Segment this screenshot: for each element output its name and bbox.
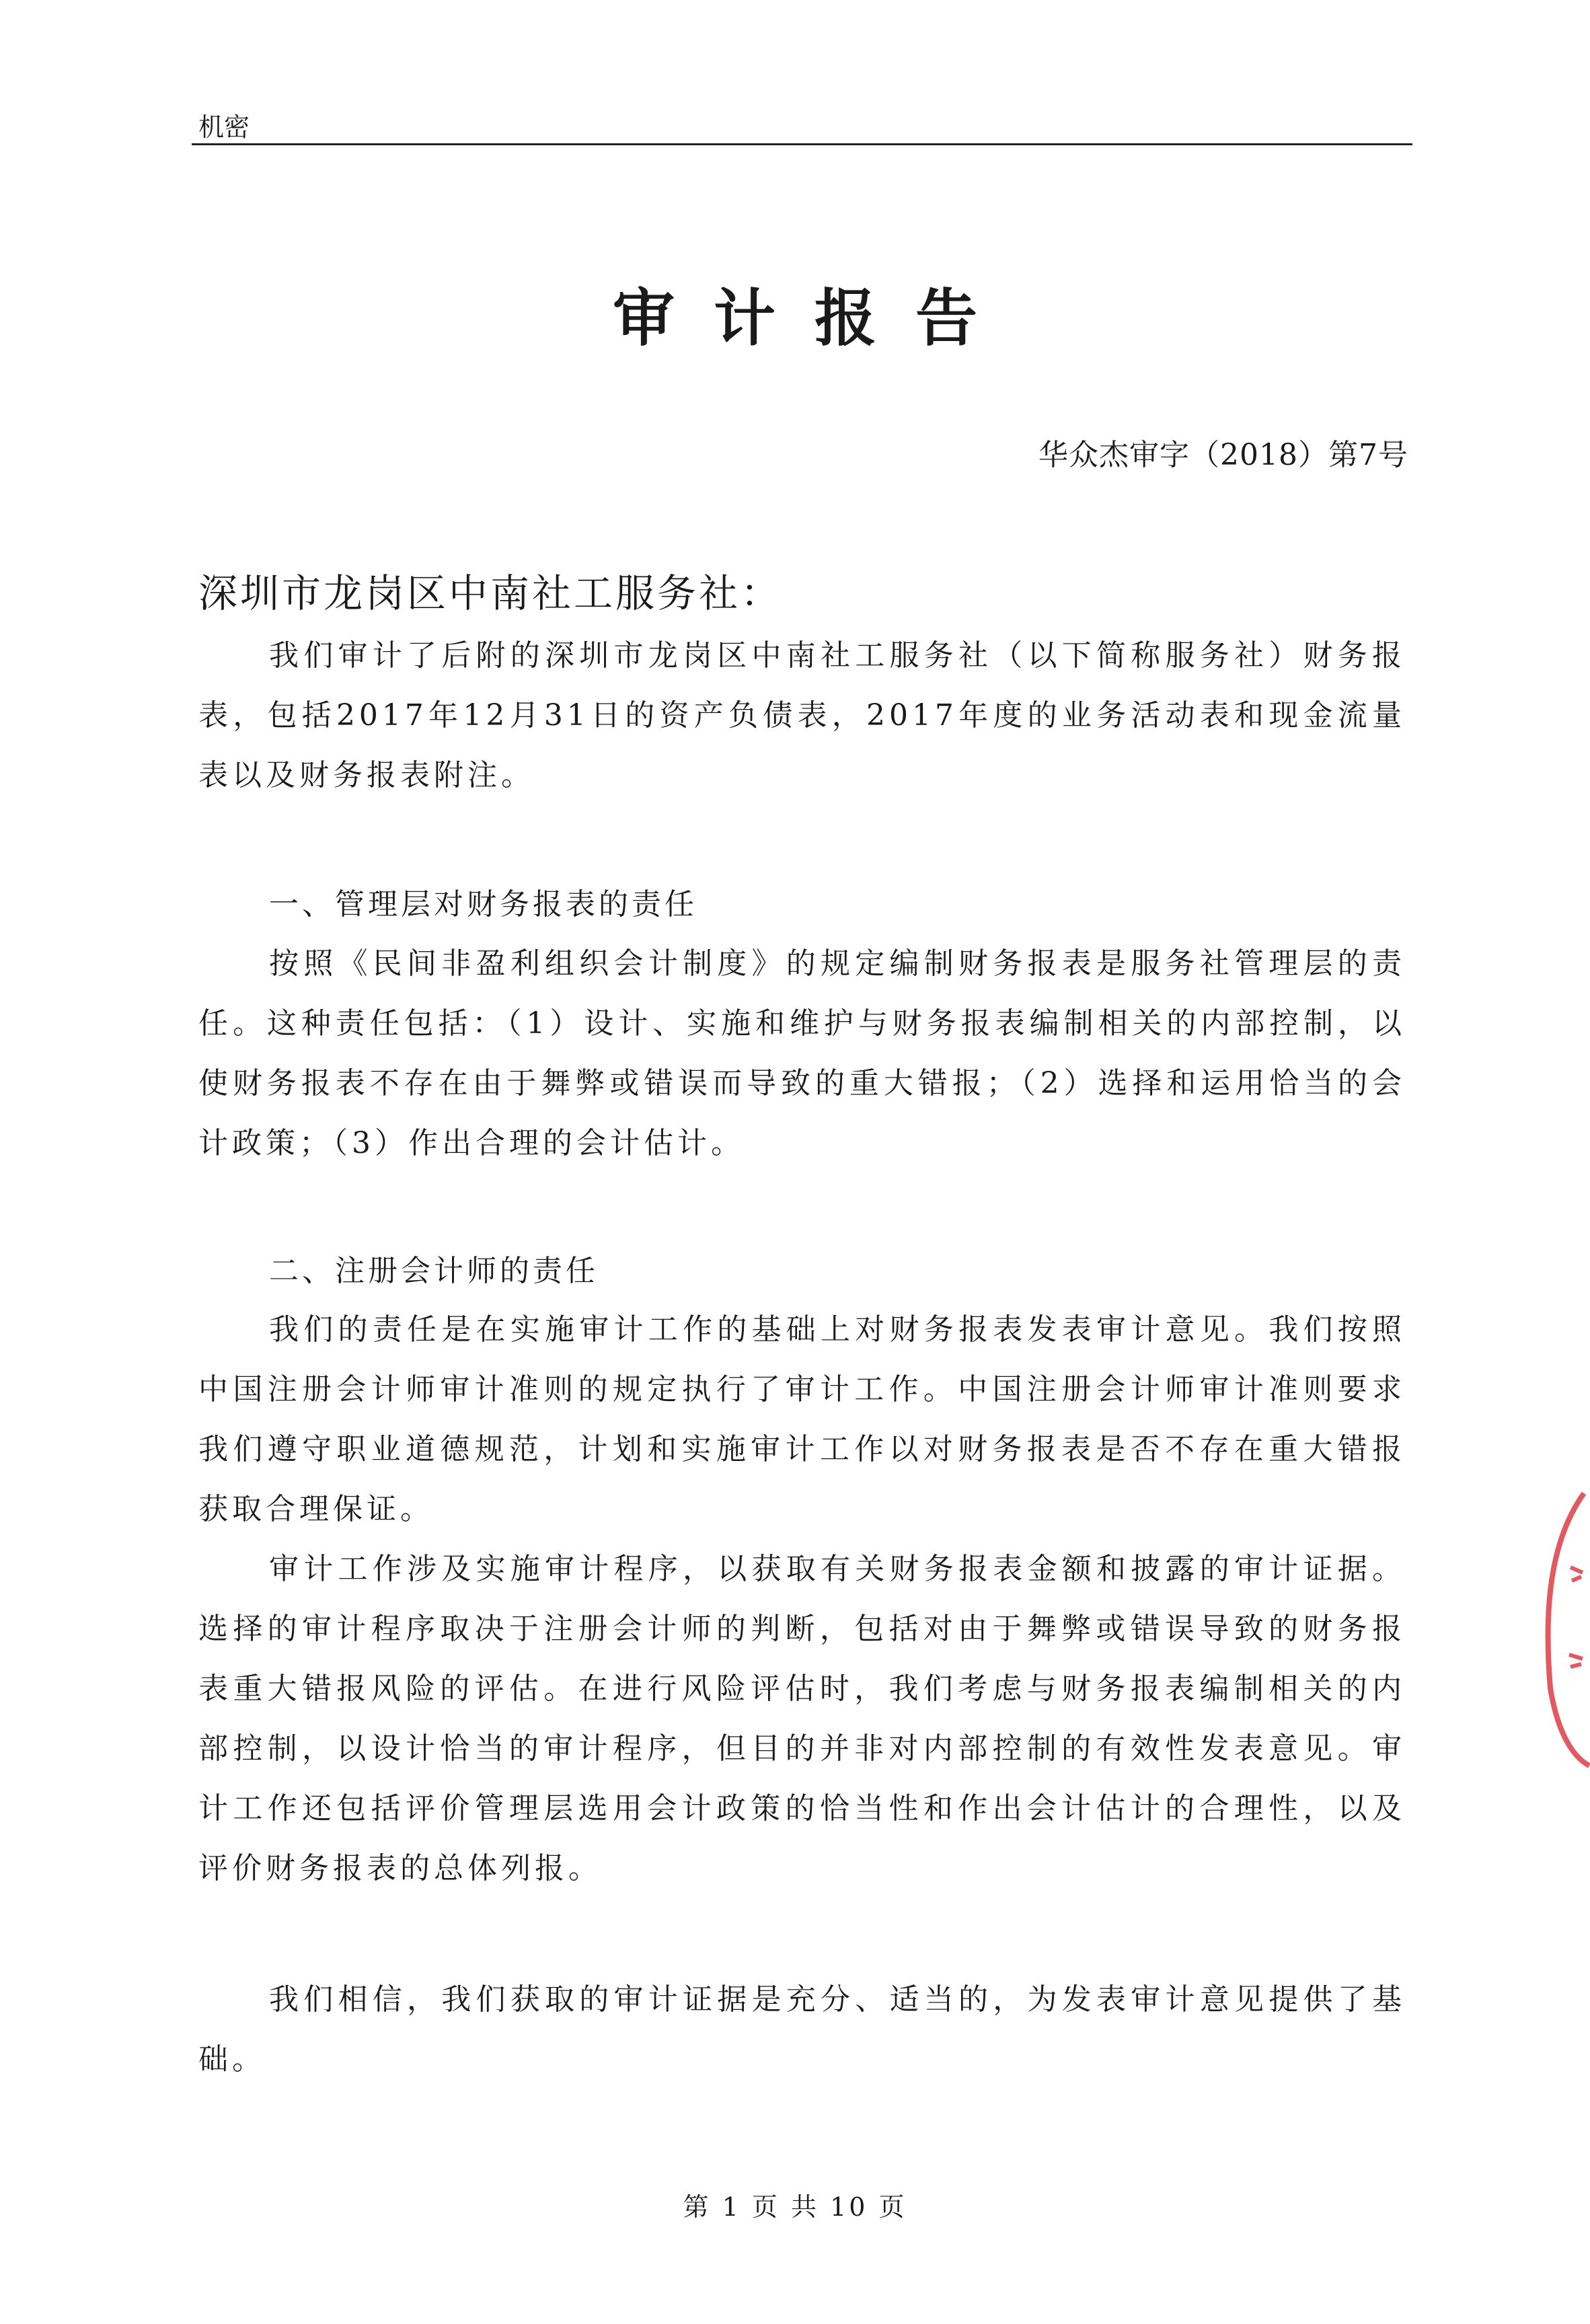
page-number: 第 1 页 共 10 页 <box>683 2192 907 2222</box>
reference-number: 华众杰审字（2018）第7号 <box>1038 438 1408 472</box>
section1-block <box>198 934 1406 1173</box>
seal-mark-1 <box>1570 1567 1583 1581</box>
section1-heading: 一、管理层对财务报表的责任 <box>269 887 697 922</box>
intro-paragraph: 我们审计了后附的深圳市龙岗区中南社工服务社（以下简称服务社）财务报表，包括2017年12月31日的资产负债表，2017年度的业务活动表和现金流量表以及财务报表附注。 <box>198 638 1406 792</box>
section2-paragraph-1: 我们的责任是在实施审计工作的基础上对财务报表发表审计意见。我们按照中国注册会计师审计准则的规定执行了审计工作。中国注册会计师审计准则要求我们遵守职业道德规范，计划和实施审计工作以对财务报表是否不存在重大错报获取合理保证。 <box>198 1312 1406 1526</box>
section2-heading: 二、注册会计师的责任 <box>269 1254 599 1288</box>
section2-block <box>198 1300 1406 1898</box>
addressee: 深圳市龙岗区中南社工服务社： <box>198 570 783 616</box>
section1-paragraph: 按照《民间非盈利组织会计制度》的规定编制财务报表是服务社管理层的责任。这种责任包括：（1）设计、实施和维护与财务报表编制相关的内部控制，以使财务报表不存在由于舞弊或错误而导致的重大错报；（2）选择和运用恰当的会计政策；（3）作出合理的会计估计。 <box>198 946 1406 1160</box>
seal-arc <box>1548 1493 1589 1766</box>
section2-paragraph-3: 我们相信，我们获取的审计证据是充分、适当的，为发表审计意见提供了基础。 <box>198 1982 1406 2076</box>
seal-mark-2 <box>1569 1655 1583 1667</box>
header-classification: 机密 <box>198 112 250 142</box>
section2-block-3 <box>198 1970 1406 2089</box>
header-divider <box>192 143 1412 145</box>
seal-stamp-edge <box>1537 1487 1590 1769</box>
intro-block <box>198 626 1406 805</box>
section2-paragraph-2: 审计工作涉及实施审计程序，以获取有关财务报表金额和披露的审计证据。选择的审计程序取决于注册会计师的判断，包括对由于舞弊或错误导致的财务报表重大错报风险的评估。在进行风险评估时，我们考虑与财务报表编制相关的内部控制，以设计恰当的审计程序，但目的并非对内部控制的有效性发表意见。审计工作还包括评价管理层选用会计政策的恰当性和作出会计估计的合理性，以及评价财务报表的总体列报。 <box>198 1552 1406 1885</box>
document-title: 审计报告 <box>612 282 1016 354</box>
